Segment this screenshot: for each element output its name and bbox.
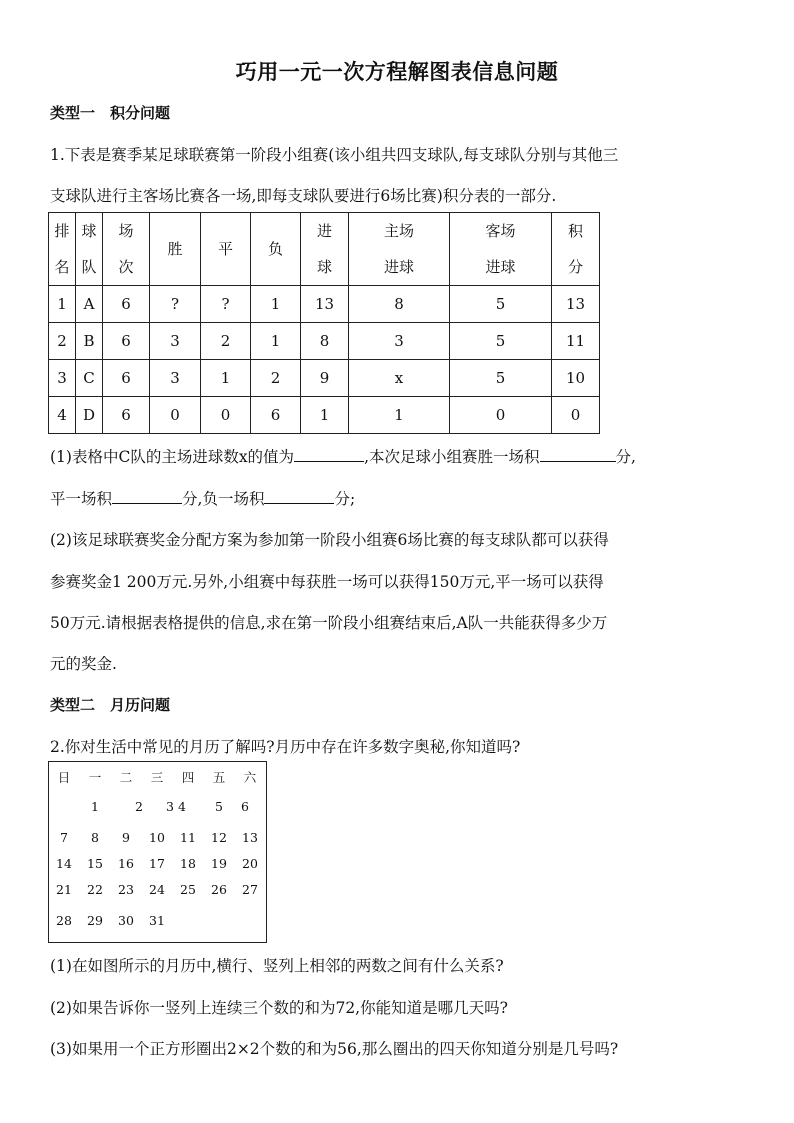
table-cell: 5 <box>450 323 552 360</box>
table-cell: 6 <box>103 360 150 397</box>
table-cell: 1 <box>201 360 251 397</box>
page-title: 巧用一元一次方程解图表信息问题 <box>235 60 559 84</box>
section-heading-scoring: 类型一 积分问题 <box>50 104 171 122</box>
table-row <box>49 360 600 397</box>
calendar-day: 29 <box>87 913 103 928</box>
problem2-intro: 2.你对生活中常见的月历了解吗?月历中存在许多数字奥秘,你知道吗? <box>50 738 521 756</box>
calendar-day: 5 <box>215 799 223 814</box>
calendar-day: 18 <box>180 856 196 871</box>
problem1-question2-line3: 50万元.请根据表格提供的信息,求在第一阶段小组赛结束后,A队一共能获得多少万 <box>50 614 608 632</box>
calendar-day: 4 <box>178 799 186 814</box>
weekday-sun: 日 <box>57 770 71 785</box>
calendar-day: 30 <box>118 913 134 928</box>
header-draws: 平 <box>201 213 251 286</box>
problem2-question1: (1)在如图所示的月历中,横行、竖列上相邻的两数之间有什么关系? <box>50 957 504 975</box>
header-wins: 胜 <box>150 213 201 286</box>
table-cell: 8 <box>301 323 349 360</box>
problem1-question1-line2 <box>50 487 355 509</box>
calendar-day: 17 <box>149 856 165 871</box>
answer-blank-win-points[interactable] <box>540 447 616 462</box>
calendar-day: 20 <box>242 856 258 871</box>
calendar-day: 2 <box>135 799 143 814</box>
calendar-day: 3 <box>166 799 174 814</box>
weekday-mon: 一 <box>88 770 102 785</box>
calendar-day: 25 <box>180 882 196 897</box>
header-losses: 负 <box>251 213 301 286</box>
q1-text-f: 分; <box>334 490 356 508</box>
table-cell: 13 <box>301 286 349 323</box>
table-cell: 6 <box>103 397 150 434</box>
calendar-day: 12 <box>211 830 227 845</box>
table-cell: 2 <box>201 323 251 360</box>
q1-text-a: (1)表格中C队的主场进球数x的值为 <box>50 448 295 466</box>
table-row <box>49 286 600 323</box>
header-points: 积 分 <box>552 213 600 286</box>
table-cell: 1 <box>301 397 349 434</box>
calendar-day: 6 <box>241 799 249 814</box>
calendar-day: 21 <box>56 882 72 897</box>
table-cell: C <box>76 360 103 397</box>
q1-text-b: ,本次足球小组赛胜一场积 <box>364 448 540 466</box>
calendar-day: 19 <box>211 856 227 871</box>
table-row <box>49 397 600 434</box>
table-cell: ? <box>150 286 201 323</box>
table-cell: 11 <box>552 323 600 360</box>
problem1-question1-line1 <box>50 445 636 467</box>
table-cell: 6 <box>103 323 150 360</box>
calendar-day: 31 <box>149 913 165 928</box>
table-cell: 0 <box>552 397 600 434</box>
weekday-sat: 六 <box>243 770 257 785</box>
table-cell: 2 <box>251 360 301 397</box>
q1-text-d: 平一场积 <box>50 490 113 508</box>
answer-blank-x[interactable] <box>294 447 364 462</box>
table-cell: 13 <box>552 286 600 323</box>
table-cell: 0 <box>450 397 552 434</box>
table-cell: 0 <box>201 397 251 434</box>
problem1-question2-line1: (2)该足球联赛奖金分配方案为参加第一阶段小组赛6场比赛的每支球队都可以获得 <box>50 531 609 549</box>
header-games: 场 次 <box>103 213 150 286</box>
calendar-day: 9 <box>122 830 130 845</box>
table-cell: 1 <box>349 397 450 434</box>
table-cell: 1 <box>251 323 301 360</box>
score-table <box>48 212 600 434</box>
table-cell: 2 <box>49 323 76 360</box>
table-row <box>49 323 600 360</box>
problem2-question2: (2)如果告诉你一竖列上连续三个数的和为72,你能知道是哪几天吗? <box>50 999 508 1017</box>
calendar-day: 7 <box>60 830 68 845</box>
table-cell: ? <box>201 286 251 323</box>
table-cell: A <box>76 286 103 323</box>
calendar-day: 13 <box>242 830 258 845</box>
header-goals: 进 球 <box>301 213 349 286</box>
weekday-tue: 二 <box>119 770 133 785</box>
calendar-day: 27 <box>242 882 258 897</box>
calendar-day: 14 <box>56 856 72 871</box>
answer-blank-loss-points[interactable] <box>264 489 334 504</box>
table-cell: 5 <box>450 286 552 323</box>
table-cell: 3 <box>349 323 450 360</box>
problem1-question2-line2: 参赛奖金1 200万元.另外,小组赛中每获胜一场可以获得150万元,平一场可以获得 <box>50 573 604 591</box>
month-calendar <box>48 761 267 943</box>
table-cell: B <box>76 323 103 360</box>
table-cell: x <box>349 360 450 397</box>
table-cell: 3 <box>150 360 201 397</box>
calendar-day: 22 <box>87 882 103 897</box>
table-cell: 3 <box>49 360 76 397</box>
weekday-thu: 四 <box>181 770 195 785</box>
section-heading-calendar: 类型二 月历问题 <box>50 696 171 714</box>
calendar-day: 11 <box>180 830 196 845</box>
table-cell: 10 <box>552 360 600 397</box>
table-cell: D <box>76 397 103 434</box>
problem1-question2-line4: 元的奖金. <box>50 655 117 673</box>
calendar-day: 23 <box>118 882 134 897</box>
header-rank: 排 名 <box>49 213 76 286</box>
table-cell: 0 <box>150 397 201 434</box>
calendar-day: 16 <box>118 856 134 871</box>
table-cell: 8 <box>349 286 450 323</box>
table-cell: 1 <box>49 286 76 323</box>
header-home-goals: 主场 进球 <box>349 213 450 286</box>
header-away-goals: 客场 进球 <box>450 213 552 286</box>
header-team: 球 队 <box>76 213 103 286</box>
calendar-day: 24 <box>149 882 165 897</box>
problem1-intro-line1: 1.下表是赛季某足球联赛第一阶段小组赛(该小组共四支球队,每支球队分别与其他三 <box>50 146 619 164</box>
calendar-day: 8 <box>91 830 99 845</box>
weekday-fri: 五 <box>212 770 226 785</box>
calendar-day: 1 <box>91 799 99 814</box>
calendar-day: 15 <box>87 856 103 871</box>
table-cell: 4 <box>49 397 76 434</box>
weekday-wed: 三 <box>150 770 164 785</box>
table-cell: 5 <box>450 360 552 397</box>
problem2-question3: (3)如果用一个正方形圈出2×2个数的和为56,那么圈出的四天你知道分别是几号吗? <box>50 1040 619 1058</box>
answer-blank-draw-points[interactable] <box>112 489 182 504</box>
calendar-day: 10 <box>149 830 165 845</box>
calendar-day: 28 <box>56 913 72 928</box>
score-table-header <box>49 213 600 286</box>
problem1-intro-line2: 支球队进行主客场比赛各一场,即每支球队要进行6场比赛)积分表的一部分. <box>50 187 557 205</box>
table-cell: 6 <box>251 397 301 434</box>
table-cell: 1 <box>251 286 301 323</box>
q1-text-e: 分,负一场积 <box>182 490 265 508</box>
calendar-day: 26 <box>211 882 227 897</box>
table-cell: 3 <box>150 323 201 360</box>
table-cell: 6 <box>103 286 150 323</box>
table-cell: 9 <box>301 360 349 397</box>
q1-text-c: 分, <box>615 448 636 466</box>
